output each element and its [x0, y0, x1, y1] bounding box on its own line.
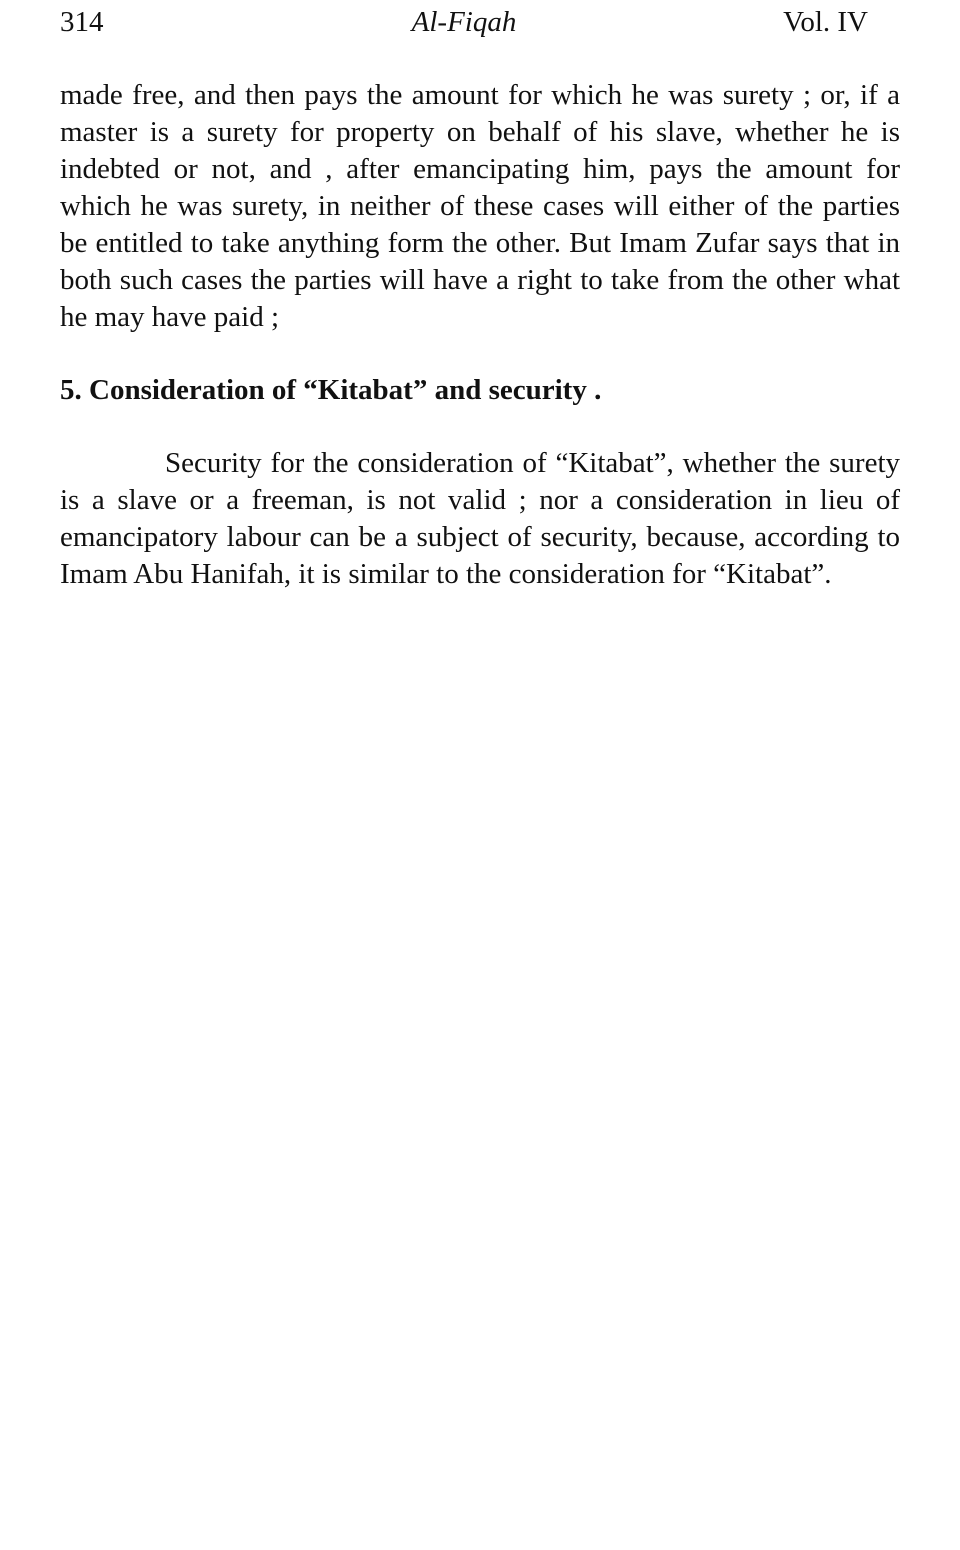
volume-label: Vol. IV: [783, 6, 868, 38]
paragraph-kitabat-security: Security for the consideration of “Kitabat”, whether the surety is a slave or a freeman, is not valid ; nor a consideration in lieu of emancipatory labour can be a subject of security, because, according to Imam Abu Hanifah, it is similar to the consideration for “Kitabat”.: [60, 447, 900, 590]
book-title: Al-Fiqah: [411, 6, 517, 38]
section-heading: 5. Consideration of “Kitabat” and security .: [60, 374, 602, 406]
paragraph-continuation: made free, and then pays the amount for which he was surety ; or, if a master is a surety for property on behalf of his slave, whether he is indebted or not, and , after emancipating him, pays the amount for which he was surety, in neither of these cases will either of the parties be entitled to take anything form the other. But Imam Zufar says that in both such cases the parties will have a right to take from the other what he may have paid ;: [60, 79, 900, 333]
page-header: [60, 2, 868, 42]
page-number: 314: [60, 6, 104, 38]
